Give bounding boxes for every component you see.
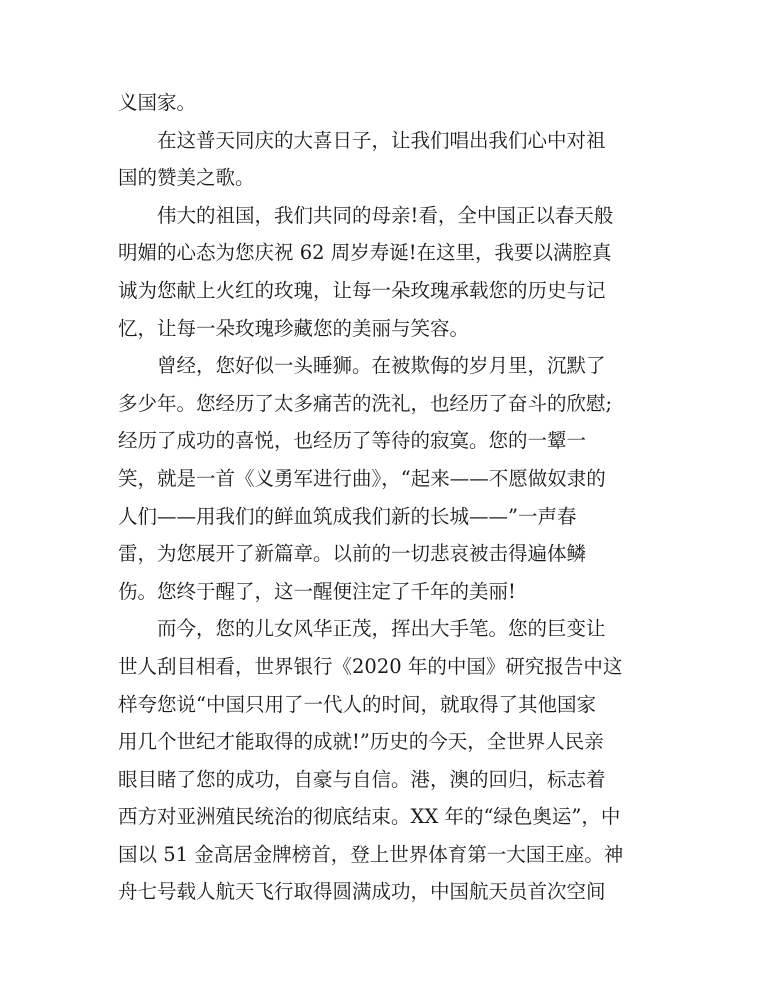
text-line: 样夸您说“中国只用了一代人的时间，就取得了其他国家 <box>118 692 596 716</box>
text-line: 用几个世纪才能取得的成就!”历史的今天，全世界人民亲 <box>118 730 604 754</box>
text-line: 雷，为您展开了新篇章。以前的一切悲哀被击得遍体鳞 <box>118 542 587 566</box>
text-line: 西方对亚洲殖民统治的彻底结束。XX 年的“绿色奥运”，中 <box>118 805 621 829</box>
text-line: 国的赞美之歌。 <box>118 166 255 190</box>
text-line: 笑，就是一首《义勇军进行曲》，“起来——不愿做奴隶的 <box>118 466 606 490</box>
text-line: 义国家。 <box>118 91 197 114</box>
body-text <box>118 84 643 911</box>
text-line: 经历了成功的喜悦，也经历了等待的寂寞。您的一颦一 <box>118 429 587 453</box>
text-line: 人们——用我们的鲜血筑成我们新的长城——”一声春 <box>118 504 577 528</box>
text-line: 世人刮目相看，世界银行《2020 年的中国》研究报告中这 <box>118 654 623 678</box>
text-line: 舟七号载人航天飞行取得圆满成功，中国航天员首次空间 <box>118 880 606 904</box>
text-line: 忆，让每一朵玫瑰珍藏您的美丽与笑容。 <box>118 316 470 340</box>
text-line: 伟大的祖国，我们共同的母亲!看，全中国正以春天般 <box>157 203 614 227</box>
text-line: 曾经，您好似一头睡狮。在被欺侮的岁月里，沉默了 <box>157 354 606 378</box>
text-line: 国以 51 金高居金牌榜首，登上世界体育第一大国王座。神 <box>118 842 624 866</box>
text-line: 诚为您献上火红的玫瑰，让每一朵玫瑰承载您的历史与记 <box>118 278 606 302</box>
text-line: 眼目睹了您的成功，自豪与自信。港，澳的回归，标志着 <box>118 767 606 791</box>
text-line: 在这普天同庆的大喜日子，让我们唱出我们心中对祖 <box>157 128 606 152</box>
text-line: 明媚的心态为您庆祝 62 周岁寿诞!在这里，我要以满腔真 <box>118 241 612 265</box>
text-line: 多少年。您经历了太多痛苦的洗礼，也经历了奋斗的欣慰; <box>118 391 613 415</box>
text-line: 而今，您的儿女风华正茂，挥出大手笔。您的巨变让 <box>157 617 606 641</box>
text-line: 伤。您终于醒了，这一醒便注定了千年的美丽! <box>118 579 516 603</box>
